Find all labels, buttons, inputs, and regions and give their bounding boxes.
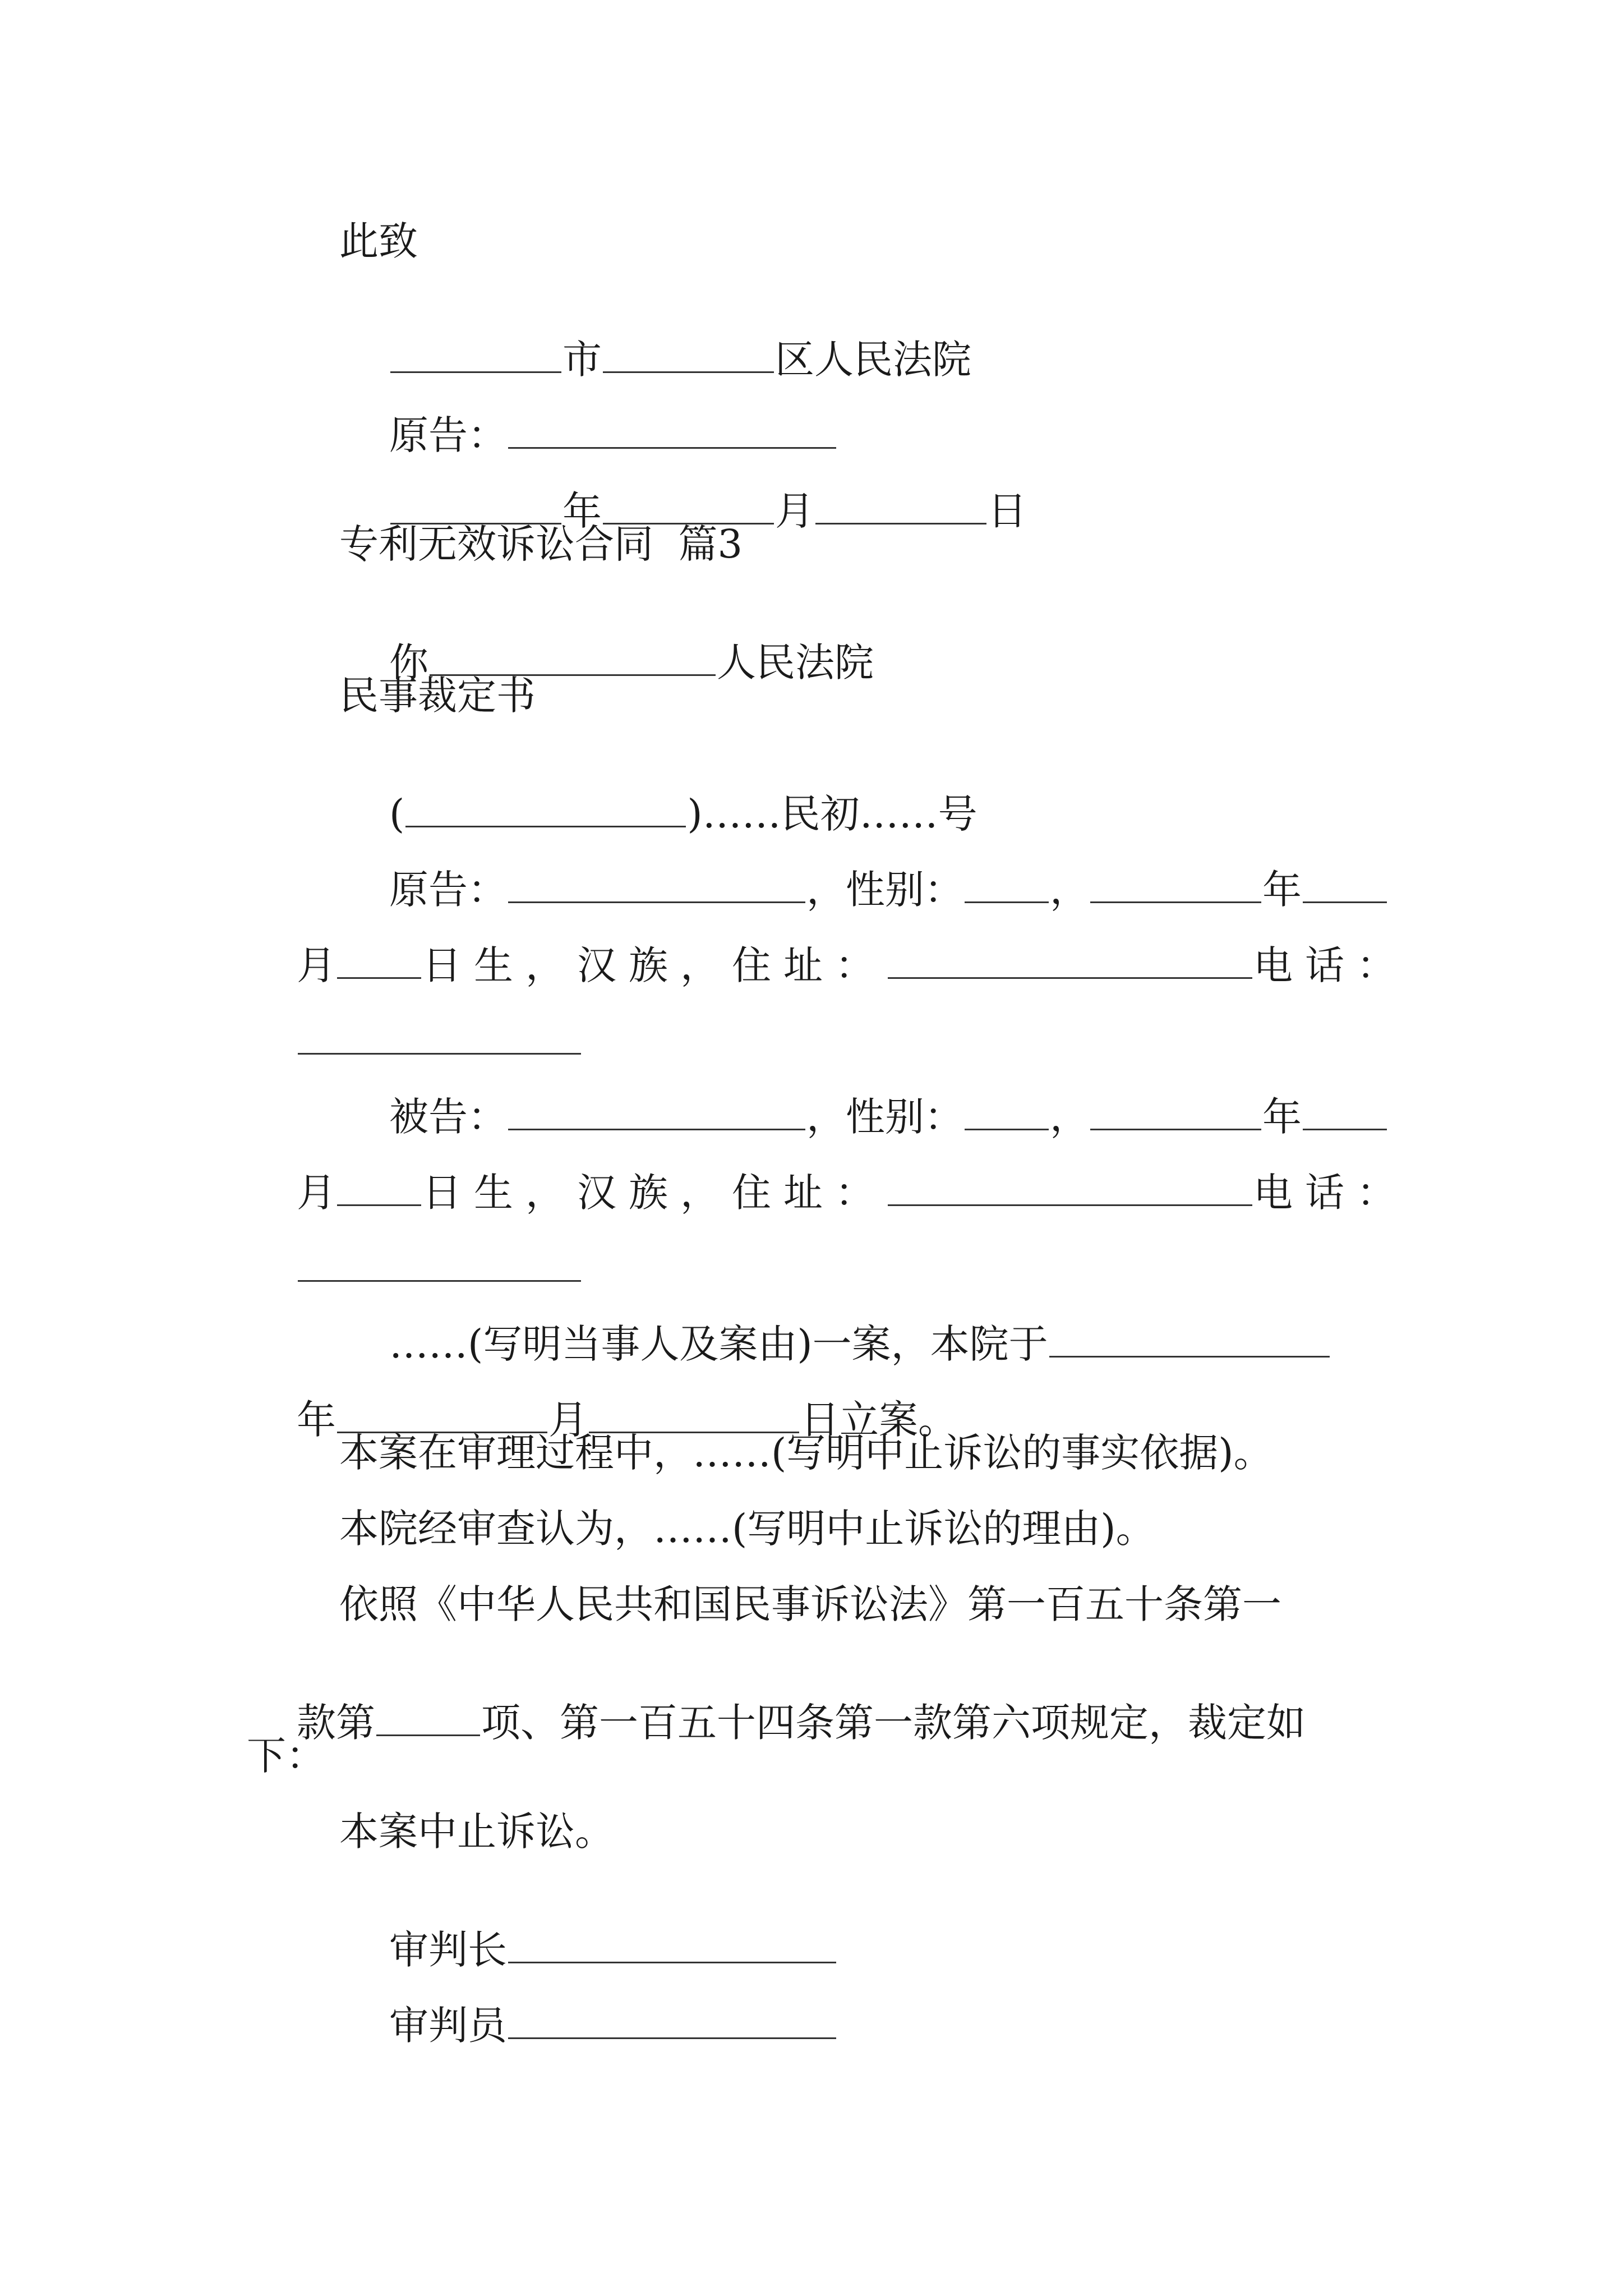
case-number-line: ( )……民初……号 [389,791,978,837]
court-name-line: 你 人民法院 [389,639,874,685]
presiding-judge-line: 审判长 [339,1888,837,1932]
trial-fact-paragraph: 本案在审理过程中，……(写明中止诉讼的事实依据)。 [339,1430,1273,1476]
legal-basis-line-1: 依照《中华人民共和国民事诉讼法》第一百五十条第一 [339,1581,1281,1627]
court-reasoning-paragraph: 本院经审查认为，……(写明中止诉讼的理由)。 [339,1506,1155,1552]
section-heading: 专利无效诉讼合同 篇3 [339,521,743,567]
case-filing-line-2: 年 月 日立案。 [297,1397,958,1443]
judge-line: 审判员 [339,1963,837,2008]
district-blank [603,337,774,373]
plaintiff-info-line-1: 原告： ，性别： ， 年 [339,827,1388,872]
defendant-info-line-2: 月 日生，汉族，住址： 电话： [297,1170,1409,1216]
plaintiff-signature-line: 原告： [339,373,837,418]
defendant-info-line-1: 被告： ，性别： ， 年 [339,1055,1388,1099]
city-blank [390,337,561,373]
salutation: 此致 [339,218,418,264]
plaintiff-phone-blank-line [247,979,582,1024]
date-line: 年 月 日 [339,449,1027,494]
defendant-phone-blank-line [247,1206,582,1251]
plaintiff-blank [508,412,836,449]
plaintiff-info-line-2: 月 日生，汉族，住址： 电话： [297,942,1409,988]
court-address-line: 市 区人民法院 [339,297,971,342]
ruling-title: 民事裁定书 [339,673,536,719]
case-filing-line-1: ……(写明当事人及案由)一案，本院于 [339,1282,1331,1327]
legal-basis-line-3: 下： [247,1733,325,1779]
ruling-result: 本案中止诉讼。 [339,1809,614,1855]
legal-basis-line-2: 款第 项、第一百五十四条第一款第六项规定，裁定如 [297,1700,1306,1746]
